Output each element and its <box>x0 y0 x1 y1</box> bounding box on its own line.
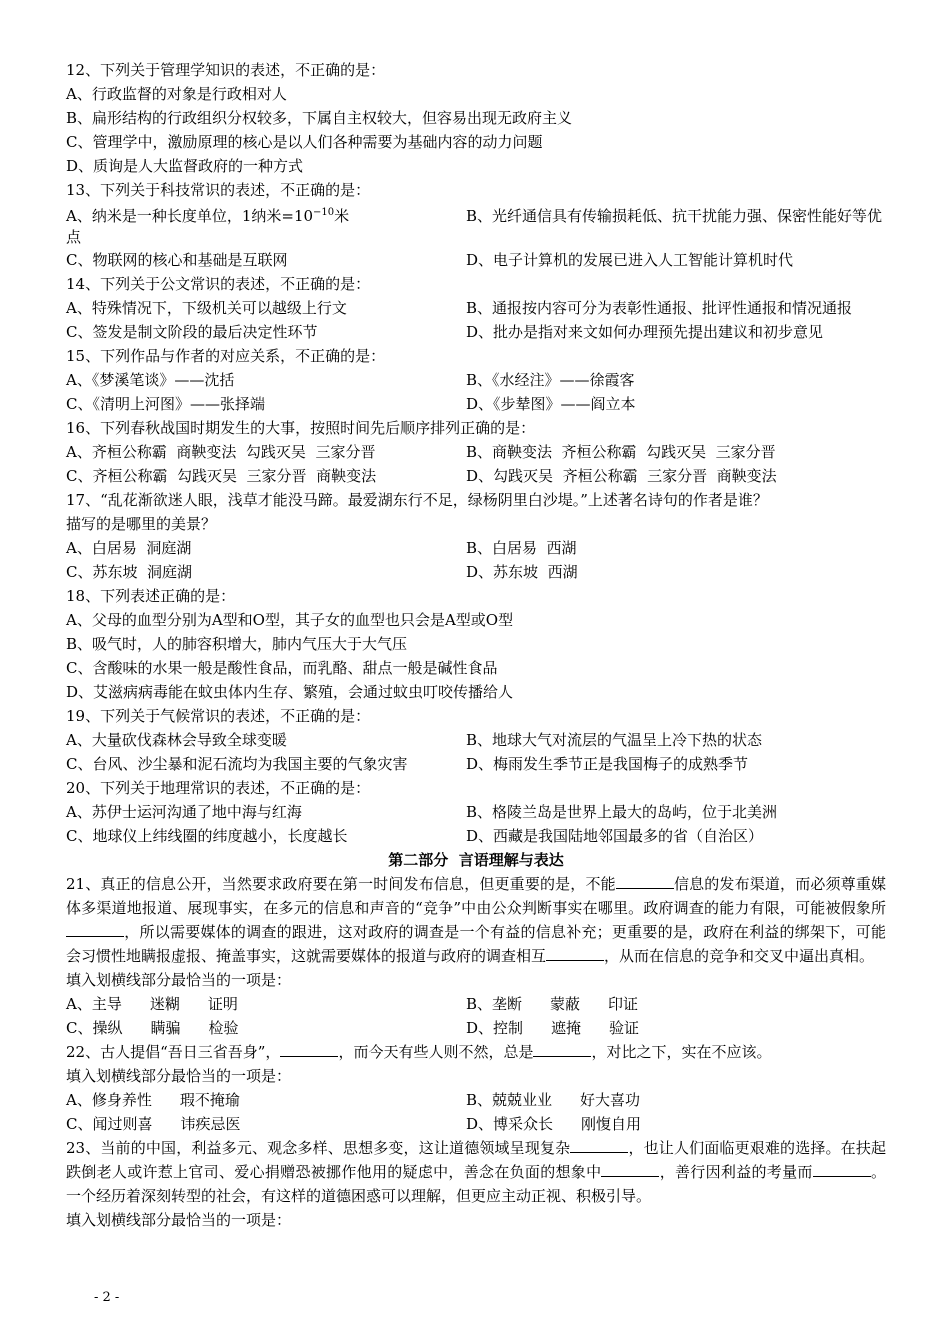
q13-option-c: C、物联网的核心和基础是互联网 <box>66 251 288 269</box>
q13-option-b: B、光纤通信具有传输损耗低、抗干扰能力强、保密性能好等优 <box>466 207 883 225</box>
q20-option-c: C、地球仪上纬线圈的纬度越小，长度越长 <box>66 827 348 845</box>
q15-row-cd <box>66 392 886 416</box>
answer-blank <box>570 1137 628 1153</box>
q14-row-ab <box>66 296 886 320</box>
q17-stem-line2: 描写的是哪里的美景？ <box>66 515 217 533</box>
q17-stem-line1: 17、“乱花渐欲迷人眼，浅草才能没马蹄。最爱湖东行不足，绿杨阴里白沙堤。”上述著名诗句的作者是谁？ <box>66 491 768 509</box>
q15-option-a: A、《梦溪笔谈》——沈括 <box>66 371 235 389</box>
q18-option-b: B、吸气时，人的肺容积增大，肺内气压大于大气压 <box>66 635 408 653</box>
q21-ask: 填入划横线部分最恰当的一项是： <box>66 971 292 989</box>
q21-option-c: C、操纵 瞒骗 检验 <box>66 1019 239 1037</box>
q17-option-a: A、白居易 洞庭湖 <box>66 539 192 557</box>
page-number: - 2 - <box>94 1290 120 1305</box>
q13-row-cd <box>66 248 886 272</box>
q12-option-c: C、管理学中，激励原理的核心是以人们各种需要为基础内容的动力问题 <box>66 133 543 151</box>
q22-option-b: B、兢兢业业 好大喜功 <box>466 1091 641 1109</box>
q19-option-d: D、梅雨发生季节正是我国梅子的成熟季节 <box>466 755 749 773</box>
q12-option-d: D、质询是人大监督政府的一种方式 <box>66 157 304 175</box>
q21-option-b: B、垄断 蒙蔽 印证 <box>466 995 639 1013</box>
q16-option-b: B、商鞅变法 齐桓公称霸 勾践灭吴 三家分晋 <box>466 443 776 461</box>
q18-option-c: C、含酸味的水果一般是酸性食品，而乳酪、甜点一般是碱性食品 <box>66 659 498 677</box>
q14-option-c: C、签发是制文阶段的最后决定性环节 <box>66 323 318 341</box>
q12-option-b: B、扁形结构的行政组织分权较多，下属自主权较大，但容易出现无政府主义 <box>66 109 573 127</box>
q12-stem: 12、下列关于管理学知识的表述，不正确的是： <box>66 61 386 79</box>
q21-passage: 21、真正的信息公开，当然要求政府要在第一时间发布信息，但更重要的是，不能 信息的发布渠道，而必须尊重媒体多渠道地报道、展现事实，在多元的信息和声音的“竞争”中由公众判断事实在哪里。政府调查的能力有限，可能被假象所，所以需要媒体的调查的跟进，这对政府的调查是一个有益的信息补充；更重要的是，政府在利益的绑架下，可能会习惯性地瞒报虚报、掩盖事实，这就需要媒体的报道与政府的调查相互 ，从而在信息的竞争和交叉中逼出真相。 <box>66 875 886 965</box>
q20-option-b: B、格陵兰岛是世界上最大的岛屿，位于北美洲 <box>466 803 778 821</box>
q17-row-cd <box>66 560 886 584</box>
q22-option-c: C、闻过则喜 讳疾忌医 <box>66 1115 241 1133</box>
q21-row-cd <box>66 1016 886 1040</box>
q18-stem: 18、下列表述正确的是： <box>66 587 236 605</box>
q15-row-ab <box>66 368 886 392</box>
answer-blank <box>66 921 124 937</box>
q13-option-a: A、纳米是一种长度单位，1纳米$=10^{-10}$米 <box>66 207 350 225</box>
q18-option-d: D、艾滋病病毒能在蚊虫体内生存、繁殖，会通过蚊虫叮咬传播给人 <box>66 683 514 701</box>
answer-blank <box>616 873 674 889</box>
answer-blank <box>546 945 604 961</box>
q23-ask: 填入划横线部分最恰当的一项是： <box>66 1211 292 1229</box>
q20-option-a: A、苏伊士运河沟通了地中海与红海 <box>66 803 302 821</box>
q14-option-b: B、通报按内容可分为表彰性通报、批评性通报和情况通报 <box>466 299 853 317</box>
answer-blank <box>533 1041 591 1057</box>
q18-option-a: A、父母的血型分别为A型和O型，其子女的血型也只会是A型或O型 <box>66 611 514 629</box>
q22-option-a: A、修身养性 瑕不掩瑜 <box>66 1091 240 1109</box>
q16-row-cd <box>66 464 886 488</box>
q16-option-a: A、齐桓公称霸 商鞅变法 勾践灭吴 三家分晋 <box>66 443 376 461</box>
q23-passage: 23、当前的中国，利益多元、观念多样、思想多变，这让道德领域呈现复杂 ，也让人们面临更艰难的选择。在扶起跌倒老人或许惹上官司、爱心捐赠恐被挪作他用的疑虑中，善念在负面的想象中 ，善行因利益的考量而 。一个经历着深刻转型的社会，有这样的道德困惑可以理解，但更应主动正视、积极引导。 <box>66 1139 886 1205</box>
q13-option-d: D、电子计算机的发展已进入人工智能计算机时代 <box>466 251 794 269</box>
q17-option-b: B、白居易 西湖 <box>466 539 577 557</box>
q15-option-d: D、《步辇图》——阎立本 <box>466 395 636 413</box>
q19-stem: 19、下列关于气候常识的表述，不正确的是： <box>66 707 371 725</box>
q17-option-d: D、苏东坡 西湖 <box>466 563 578 581</box>
q12-option-a: A、行政监督的对象是行政相对人 <box>66 85 287 103</box>
q21-option-d: D、控制 遮掩 验证 <box>466 1019 640 1037</box>
q13-stem: 13、下列关于科技常识的表述，不正确的是： <box>66 181 371 199</box>
q20-stem: 20、下列关于地理常识的表述，不正确的是： <box>66 779 371 797</box>
q16-option-c: C、齐桓公称霸 勾践灭吴 三家分晋 商鞅变法 <box>66 467 377 485</box>
q14-row-cd <box>66 320 886 344</box>
q15-option-b: B、《水经注》——徐霞客 <box>466 371 635 389</box>
q16-row-ab <box>66 440 886 464</box>
q22-row-cd <box>66 1112 886 1136</box>
q19-row-ab <box>66 728 886 752</box>
q14-option-a: A、特殊情况下，下级机关可以越级上行文 <box>66 299 347 317</box>
q20-option-d: D、西藏是我国陆地邻国最多的省（自治区） <box>466 827 764 845</box>
q22-ask: 填入划横线部分最恰当的一项是： <box>66 1067 292 1085</box>
q22-stem: 22、古人提倡“吾日三省吾身”， ，而今天有些人则不然，总是 ，对比之下，实在不应该。 <box>66 1043 772 1061</box>
q17-row-ab <box>66 536 886 560</box>
q20-row-ab <box>66 800 886 824</box>
q19-option-c: C、台风、沙尘暴和泥石流均为我国主要的气象灾害 <box>66 755 408 773</box>
q19-option-b: B、地球大气对流层的气温呈上冷下热的状态 <box>466 731 763 749</box>
answer-blank <box>813 1161 871 1177</box>
q21-option-a: A、主导 迷糊 证明 <box>66 995 238 1013</box>
q16-option-d: D、勾践灭吴 齐桓公称霸 三家分晋 商鞅变法 <box>466 467 777 485</box>
q16-stem: 16、下列春秋战国时期发生的大事，按照时间先后顺序排列正确的是： <box>66 419 536 437</box>
answer-blank <box>280 1041 338 1057</box>
q21-row-ab <box>66 992 886 1016</box>
q22-row-ab <box>66 1088 886 1112</box>
q19-row-cd <box>66 752 886 776</box>
q15-stem: 15、下列作品与作者的对应关系，不正确的是： <box>66 347 386 365</box>
q13-row-ab <box>66 204 886 226</box>
q20-row-cd <box>66 824 886 848</box>
exam-page <box>66 58 886 1232</box>
q19-option-a: A、大量砍伐森林会导致全球变暖 <box>66 731 287 749</box>
answer-blank <box>601 1161 659 1177</box>
q17-option-c: C、苏东坡 洞庭湖 <box>66 563 193 581</box>
q22-option-d: D、博采众长 刚愎自用 <box>466 1115 642 1133</box>
q13-exponent: −10 <box>313 207 335 218</box>
q13-option-b-cont: 点 <box>66 228 82 246</box>
q14-stem: 14、下列关于公文常识的表述，不正确的是： <box>66 275 371 293</box>
q14-option-d: D、批办是指对来文如何办理预先提出建议和初步意见 <box>466 323 824 341</box>
q15-option-c: C、《清明上河图》——张择端 <box>66 395 265 413</box>
section-heading: 第二部分 言语理解与表达 <box>388 851 564 869</box>
